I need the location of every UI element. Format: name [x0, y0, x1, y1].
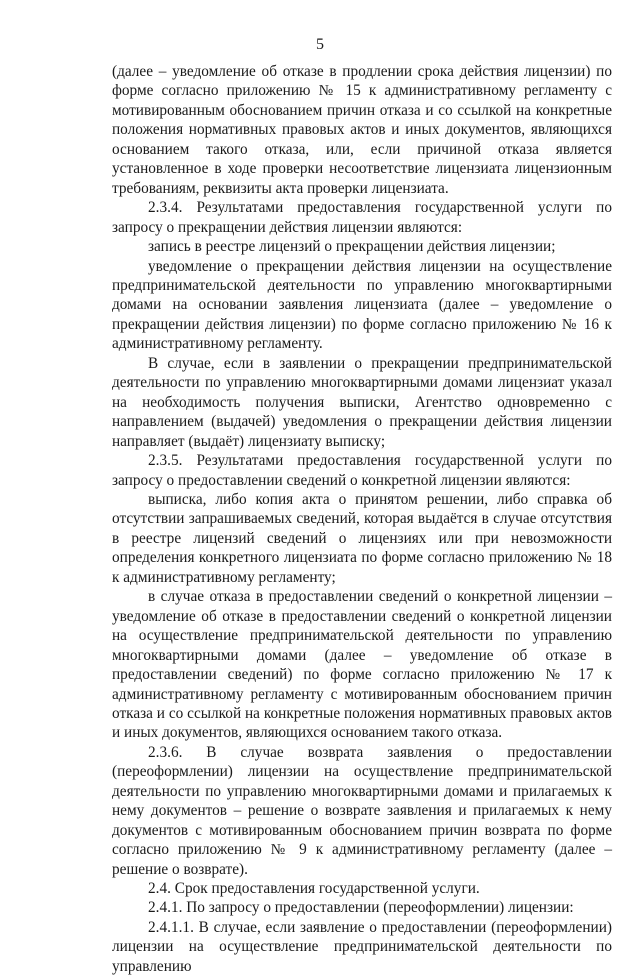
paragraph-2-4-heading: 2.4. Срок предоставления государственной услуги. — [148, 880, 480, 898]
paragraph-extract-case: В случае, если в заявлении о прекращении предпринимательской деятельности по управлению многоквартирными домами лицензиат указал на необходимость получения выписки, Агентство одновременно с направлением (выдачей) уведомления о прекращении действия лицензии направляет (выдаёт) лицензиату выписку; — [112, 354, 612, 450]
document-body — [112, 62, 612, 976]
page-number: 5 — [316, 36, 324, 53]
paragraph-refusal-notice: (далее – уведомление об отказе в продлении срока действия лицензии) по форме согласно приложению № 15 к административному регламенту с мотивированным обоснованием причин отказа и со ссылкой на конкретные положения нормативных правовых актов и иных документов, являющихся основанием такого отказа, или, если причиной отказа является установленное в ходе проверки несоответствие лицензиата лицензионным требованиям, реквизиты акта проверки лицензиата. — [112, 63, 612, 197]
paragraph-termination-notice: уведомление о прекращении действия лицензии на осуществление предпринимательской деятельности по управлению многоквартирными домами на основании заявления лицензиата (далее – уведомление о прекращении действия лицензии) по форме согласно приложению № 16 к административному регламенту. — [112, 257, 612, 353]
paragraph-2-3-5-heading: 2.3.5. Результатами предоставления государственной услуги по запросу о предоставлении сведений о конкретной лицензии являются: — [112, 452, 612, 489]
paragraph-2-4-1-1: 2.4.1.1. В случае, если заявление о предоставлении (переоформлении) лицензии на осуществление предпринимательской деятельности по управлению — [112, 918, 612, 975]
paragraph-2-3-6-return: 2.3.6. В случае возврата заявления о предоставлении (переоформлении) лицензии на осуществление предпринимательской деятельности по управлению многоквартирными домами и прилагаемых к нему документов – решение о возврате заявления и прилагаемых к нему документов с мотивированным обоснованием причин возврата по форме согласно приложению № 9 к административному регламенту (далее – решение о возврате). — [112, 743, 612, 878]
paragraph-refusal-of-information: в случае отказа в предоставлении сведений о конкретной лицензии – уведомление об отказе в предоставлении сведений о конкретной лицензии на осуществление предпринимательской деятельности по управлению многоквартирными домами (далее – уведомление об отказе в предоставлении сведений) по форме согласно приложению № 17 к административному регламенту с мотивированным обоснованием причин отказа и со ссылкой на конкретные положения нормативных правовых актов и иных документов, являющихся основанием такого отказа. — [112, 588, 612, 742]
paragraph-2-3-4-heading: 2.3.4. Результатами предоставления государственной услуги по запросу о прекращении действия лицензии являются: — [112, 199, 612, 236]
paragraph-registry-entry: запись в реестре лицензий о прекращении действия лицензии; — [148, 238, 556, 256]
paragraph-2-4-1-heading: 2.4.1. По запросу о предоставлении (переоформлении) лицензии: — [148, 899, 574, 917]
paragraph-extract-or-certificate: выписка, либо копия акта о принятом решении, либо справка об отсутствии запрашиваемых сведений, которая выдаётся в случае отсутствия в реестре лицензий сведений о лицензиях или при невозможности определения конкретного лицензиата по форме согласно приложению № 18 к административному регламенту; — [112, 490, 612, 586]
